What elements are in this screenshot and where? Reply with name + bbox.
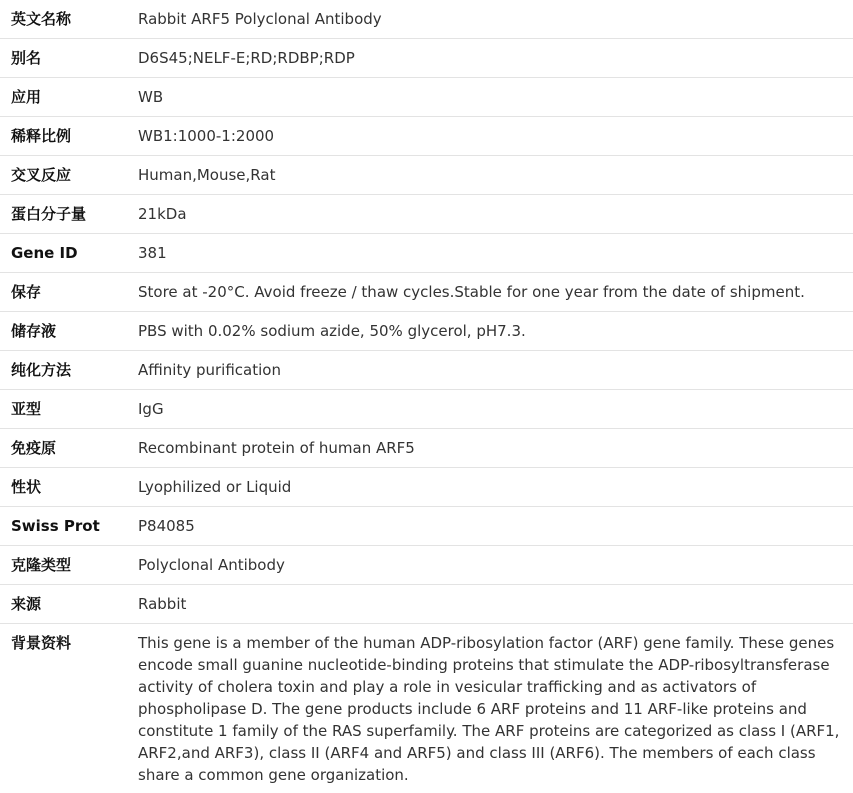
spec-key: Gene ID	[0, 234, 138, 273]
spec-value: This gene is a member of the human ADP-ribosylation factor (ARF) gene family. These genes encode small guanine nucleotide-binding proteins that stimulate the ADP-ribosyltransferase activity of cholera toxin and play a role in vesicular trafficking and as activators of phospholipase D. The gene products include 6 ARF proteins and 11 ARF-like proteins and constitute 1 family of the RAS superfamily. The ARF proteins are categorized as class I (ARF1, ARF2,and ARF3), class II (ARF4 and ARF5) and class III (ARF6). The members of each class share a common gene organization.	[138, 634, 840, 784]
spec-key: 别名	[0, 39, 138, 78]
spec-key: 亚型	[0, 390, 138, 429]
spec-value: D6S45;NELF-E;RD;RDBP;RDP	[138, 39, 853, 78]
spec-row-molecular-weight	[0, 195, 853, 234]
spec-key: 纯化方法	[0, 351, 138, 390]
spec-key: 交叉反应	[0, 156, 138, 195]
spec-row-english-name	[0, 0, 853, 39]
spec-value: Store at -20°C. Avoid freeze / thaw cycles.Stable for one year from the date of shipment.	[138, 273, 853, 312]
spec-value: Rabbit ARF5 Polyclonal Antibody	[138, 0, 853, 39]
spec-key: 背景资料	[11, 634, 72, 652]
spec-key: 蛋白分子量	[0, 195, 138, 234]
spec-row-application	[0, 78, 853, 117]
spec-key: 应用	[0, 78, 138, 117]
spec-value: Affinity purification	[138, 351, 853, 390]
spec-row-dilution	[0, 117, 853, 156]
spec-key: 稀释比例	[0, 117, 138, 156]
spec-row-immunogen	[0, 429, 853, 468]
spec-key: 英文名称	[0, 0, 138, 39]
spec-row-swiss-prot	[0, 507, 853, 546]
spec-row-storage	[0, 273, 853, 312]
spec-value: Recombinant protein of human ARF5	[138, 429, 853, 468]
spec-row-alias	[0, 39, 853, 78]
spec-row-host	[0, 585, 853, 624]
spec-value: 21kDa	[138, 195, 853, 234]
spec-value: IgG	[138, 390, 853, 429]
spec-key: 来源	[0, 585, 138, 624]
spec-row-cross-reactivity	[0, 156, 853, 195]
spec-key: 性状	[0, 468, 138, 507]
spec-value: Human,Mouse,Rat	[138, 156, 853, 195]
spec-value: WB1:1000-1:2000	[138, 117, 853, 156]
spec-key: 储存液	[0, 312, 138, 351]
spec-value: Polyclonal Antibody	[138, 546, 853, 585]
spec-value: Rabbit	[138, 585, 853, 624]
spec-key: 免疫原	[0, 429, 138, 468]
spec-row-form	[0, 468, 853, 507]
spec-value: Lyophilized or Liquid	[138, 468, 853, 507]
spec-value: WB	[138, 78, 853, 117]
spec-row-isotype	[0, 390, 853, 429]
spec-key: 保存	[0, 273, 138, 312]
spec-key: Swiss Prot	[0, 507, 138, 546]
spec-row-purification	[0, 351, 853, 390]
spec-row-clonality	[0, 546, 853, 585]
spec-row-gene-id	[0, 234, 853, 273]
spec-row-buffer	[0, 312, 853, 351]
spec-value: P84085	[138, 507, 853, 546]
spec-value: PBS with 0.02% sodium azide, 50% glycerol, pH7.3.	[138, 312, 853, 351]
spec-key: 克隆类型	[0, 546, 138, 585]
spec-row-background	[0, 624, 853, 793]
spec-value: 381	[138, 234, 853, 273]
